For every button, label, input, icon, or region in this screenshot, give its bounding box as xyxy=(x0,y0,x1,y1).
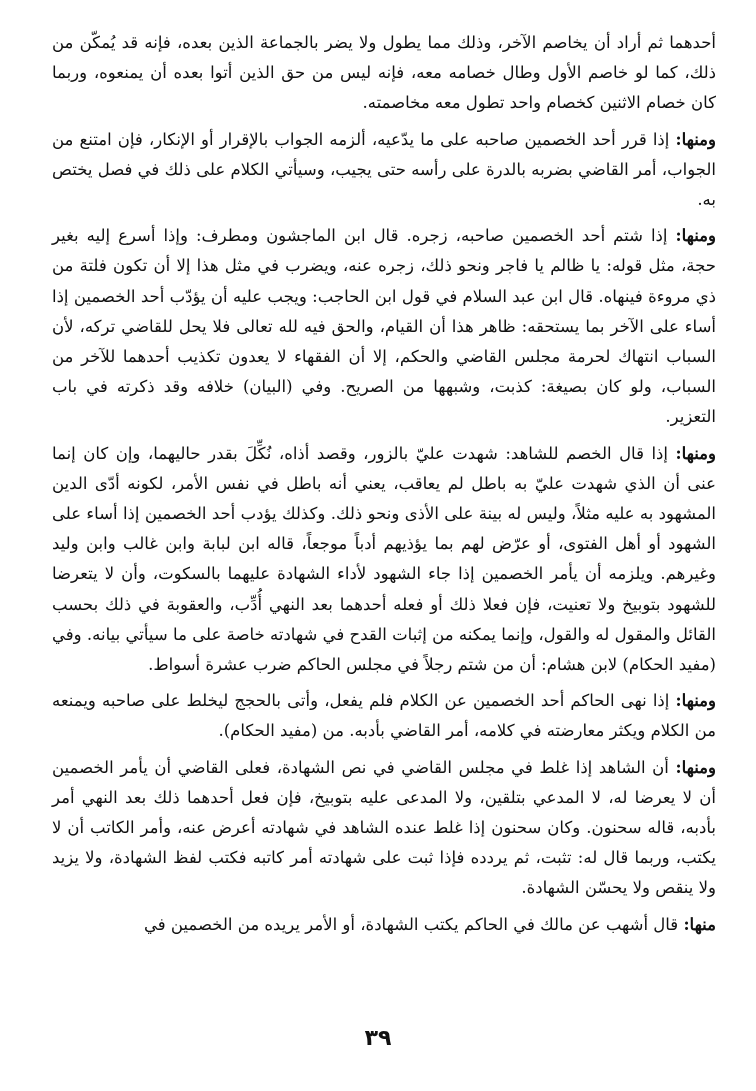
paragraph-6 xyxy=(52,753,716,904)
paragraph-4 xyxy=(52,439,716,681)
paragraph-lead: ومنها: xyxy=(675,691,716,711)
paragraph-5 xyxy=(52,686,716,746)
paragraph-text: إذا نهى الحاكم أحد الخصمين عن الكلام فلم يفعل، وأتى بالحجج ليخلط على صاحبه ويمنعه من الكلام ويكثر معارضته في كلامه، أمر القاضي بأدبه. من (مفيد الحكام). xyxy=(52,691,716,741)
paragraph-lead: ومنها: xyxy=(675,129,716,149)
paragraph-lead: ومنها: xyxy=(675,757,716,777)
paragraph-text: إذا قرر أحد الخصمين صاحبه على ما يدّعيه، ألزمه الجواب بالإقرار أو الإنكار، فإن امتنع من الجواب، أمر القاضي بضربه بالدرة على رأسه حتى يجيب، وسيأتي الكلام على ذلك في فصل يختص به. xyxy=(52,129,716,210)
paragraph-text: أحدهما ثم أراد أن يخاصم الآخر، وذلك مما يطول ولا يضر بالجماعة الذين بعده، فإنه قد يُمكّن من ذلك، كما لو خاصم الأول وطال خصامه معه، فإنه ليس من حق الذين أتوا بعده أن يمنعوه، وربما كان خصام الاثنين كخصام واحد تطول معه مخاصمته. xyxy=(52,33,716,113)
paragraph-text: إذا شتم أحد الخصمين صاحبه، زجره. قال ابن الماجشون ومطرف: وإذا أسرع إليه بغير حجة، مثل قوله: يا ظالم يا فاجر ونحو ذلك، زجره عنه، ويضرب في مثل هذا إلا أن تكون فلتة من ذي مروءة فينهاه. قال ابن عبد السلام في قول ابن الحاجب: ويجب عليه أن يؤدّب أحد الخصمين إذا أساء على الآخر بما يستحقه: ظاهر هذا أن القيام، والحق فيه لله تعالى فلا يحل للقاضي تركه، لأن السباب انتهاك لحرمة مجلس القاضي والحكم، إلا أن الفقهاء لا يعدون تكذيب أحدهما للآخر من السباب، ولو كان بصيغة: كذبت، وشبهها من الصريح. وفي (البيان) خلافه وقد ذكرته في باب التعزير. xyxy=(52,226,716,427)
paragraph-2 xyxy=(52,125,716,216)
document-page xyxy=(52,28,716,1048)
paragraph-text: إذا قال الخصم للشاهد: شهدت عليّ بالزور، وقصد أذاه، نُكِّلَ بقدر حاليهما، وإن كان إنما عنى أن الذي شهدت عليّ به باطل لم يعاقب، يعني أنه باطل في نفس الأمر، لكونه أدّى الدين المشهود به عليه مثلاً، وليس له بينة على الأذى ونحو ذلك. وكذلك يؤدب أحد الخصمين إذا أساء على الشهود أو أهل الفتوى، أو عرّض لهم بما يؤذيهم أدباً موجعاً، قاله ابن لبابة وابن غالب وابن وليد وغيرهم. ويلزمه أن يأمر الخصمين إذا جاء الشهود لأداء الشهادة عليهما بالسكوت، وأن لا يتعرضا للشهود بتوبيخ ولا تعنيت، فإن فعلا ذلك أو فعله أحدهما بعد النهي أُدِّب، والعقوبة في ذلك بحسب القائل والمقول له والقول، وإنما يمكنه من إثبات القدح في شهادته خاصة على ما سيأتي بيانه. وفي (مفيد الحكام) لابن هشام: أن من شتم رجلاً في مجلس الحاكم ضرب عشرة أسواط. xyxy=(52,443,716,675)
paragraph-lead: ومنها: xyxy=(675,443,716,463)
paragraph-text: قال أشهب عن مالك في الحاكم يكتب الشهادة، أو الأمر يريده من الخصمين في xyxy=(143,914,684,934)
paragraph-lead: منها: xyxy=(683,914,716,934)
paragraph-1 xyxy=(52,28,716,119)
page-number: ٣٩ xyxy=(364,1026,392,1051)
paragraph-lead: ومنها: xyxy=(675,226,716,246)
paragraph-text: أن الشاهد إذا غلط في مجلس القاضي في نص الشهادة، فعلى القاضي أن يأمر الخصمين أن لا يعرضا له، لا المدعي بتلقين، ولا المدعى عليه بتوبيخ، فإن فعل أحدهما ذلك بعد النهي أمر بأدبه، قاله سحنون. وكان سحنون إذا غلط عنده الشاهد في شهادته أعرض عنه، وأمر الكاتب أن لا يكتب، وربما قال له: تثبت، ثم يردده فإذا ثبت على شهادته أمر كاتبه فكتب لفظ الشهادة، ولا يزيد ولا ينقص ولا يحسّن الشهادة. xyxy=(52,757,716,898)
paragraph-7 xyxy=(52,910,716,940)
paragraph-3 xyxy=(52,221,716,432)
